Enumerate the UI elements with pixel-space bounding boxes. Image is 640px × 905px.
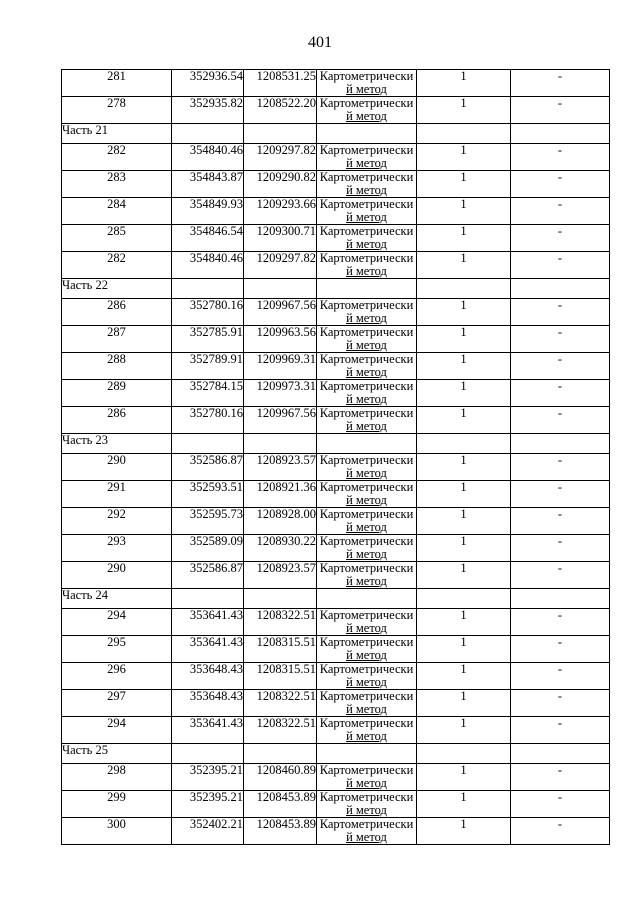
method-cell	[317, 70, 417, 97]
x-coordinate-cell: 353641.43	[172, 609, 244, 636]
table-row	[62, 144, 610, 171]
y-coordinate-cell: 1208930.22	[244, 535, 317, 562]
method-cell	[317, 791, 417, 818]
count-cell: 1	[417, 690, 511, 717]
y-coordinate-cell: 1209973.31	[244, 380, 317, 407]
point-number-cell: 300	[62, 818, 172, 845]
empty-cell	[511, 744, 610, 764]
dash-cell: -	[511, 818, 610, 845]
method-cell	[317, 562, 417, 589]
count-cell: 1	[417, 144, 511, 171]
table-row	[62, 764, 610, 791]
count-cell: 1	[417, 454, 511, 481]
method-line-2: й метод	[346, 237, 387, 251]
point-number-cell: 290	[62, 562, 172, 589]
method-line-1: Картометрически	[319, 608, 414, 622]
method-line-1: Картометрически	[319, 480, 414, 494]
point-number-cell: 296	[62, 663, 172, 690]
method-line-2: й метод	[346, 621, 387, 635]
dash-cell: -	[511, 97, 610, 124]
x-coordinate-cell: 354849.93	[172, 198, 244, 225]
empty-cell	[244, 124, 317, 144]
method-cell	[317, 252, 417, 279]
table-row	[62, 481, 610, 508]
method-line-2: й метод	[346, 419, 387, 433]
x-coordinate-cell: 354846.54	[172, 225, 244, 252]
point-number-cell: 299	[62, 791, 172, 818]
method-cell	[317, 535, 417, 562]
method-line-1: Картометрически	[319, 96, 414, 110]
x-coordinate-cell: 352593.51	[172, 481, 244, 508]
empty-cell	[172, 124, 244, 144]
point-number-cell: 290	[62, 454, 172, 481]
part-row	[62, 589, 610, 609]
table-row	[62, 609, 610, 636]
count-cell: 1	[417, 791, 511, 818]
method-line-2: й метод	[346, 574, 387, 588]
part-label: Часть 25	[62, 744, 172, 764]
empty-cell	[244, 744, 317, 764]
table-row	[62, 508, 610, 535]
table-row	[62, 690, 610, 717]
method-line-2: й метод	[346, 803, 387, 817]
method-line-1: Картометрически	[319, 143, 414, 157]
method-cell	[317, 144, 417, 171]
empty-cell	[317, 744, 417, 764]
empty-cell	[317, 589, 417, 609]
part-label: Часть 22	[62, 279, 172, 299]
count-cell: 1	[417, 171, 511, 198]
empty-cell	[244, 279, 317, 299]
point-number-cell: 282	[62, 144, 172, 171]
y-coordinate-cell: 1208923.57	[244, 562, 317, 589]
x-coordinate-cell: 352586.87	[172, 454, 244, 481]
coordinates-table	[61, 69, 610, 845]
table-row	[62, 225, 610, 252]
dash-cell: -	[511, 252, 610, 279]
table-row	[62, 818, 610, 845]
table-row	[62, 380, 610, 407]
method-cell	[317, 198, 417, 225]
empty-cell	[172, 589, 244, 609]
empty-cell	[172, 279, 244, 299]
method-line-2: й метод	[346, 729, 387, 743]
count-cell: 1	[417, 326, 511, 353]
point-number-cell: 293	[62, 535, 172, 562]
empty-cell	[417, 124, 511, 144]
empty-cell	[417, 279, 511, 299]
method-line-2: й метод	[346, 702, 387, 716]
method-line-1: Картометрически	[319, 790, 414, 804]
y-coordinate-cell: 1208923.57	[244, 454, 317, 481]
empty-cell	[244, 434, 317, 454]
point-number-cell: 281	[62, 70, 172, 97]
method-line-1: Картометрически	[319, 197, 414, 211]
x-coordinate-cell: 354843.87	[172, 171, 244, 198]
count-cell: 1	[417, 663, 511, 690]
method-cell	[317, 225, 417, 252]
dash-cell: -	[511, 299, 610, 326]
part-row	[62, 744, 610, 764]
y-coordinate-cell: 1208928.00	[244, 508, 317, 535]
method-line-1: Картометрически	[319, 379, 414, 393]
method-cell	[317, 407, 417, 434]
method-line-1: Картометрически	[319, 534, 414, 548]
count-cell: 1	[417, 764, 511, 791]
dash-cell: -	[511, 225, 610, 252]
x-coordinate-cell: 353641.43	[172, 717, 244, 744]
y-coordinate-cell: 1208315.51	[244, 663, 317, 690]
table-row	[62, 407, 610, 434]
count-cell: 1	[417, 609, 511, 636]
table-row	[62, 70, 610, 97]
count-cell: 1	[417, 198, 511, 225]
empty-cell	[417, 434, 511, 454]
y-coordinate-cell: 1208315.51	[244, 636, 317, 663]
method-line-2: й метод	[346, 311, 387, 325]
method-line-1: Картометрически	[319, 352, 414, 366]
count-cell: 1	[417, 535, 511, 562]
x-coordinate-cell: 352784.15	[172, 380, 244, 407]
method-line-1: Картометрически	[319, 406, 414, 420]
method-line-1: Картометрически	[319, 298, 414, 312]
point-number-cell: 292	[62, 508, 172, 535]
point-number-cell: 286	[62, 407, 172, 434]
method-cell	[317, 717, 417, 744]
count-cell: 1	[417, 252, 511, 279]
empty-cell	[244, 589, 317, 609]
y-coordinate-cell: 1208322.51	[244, 609, 317, 636]
method-line-2: й метод	[346, 493, 387, 507]
method-line-2: й метод	[346, 392, 387, 406]
x-coordinate-cell: 354840.46	[172, 144, 244, 171]
count-cell: 1	[417, 818, 511, 845]
method-line-2: й метод	[346, 183, 387, 197]
method-line-1: Картометрически	[319, 69, 414, 83]
point-number-cell: 294	[62, 609, 172, 636]
x-coordinate-cell: 354840.46	[172, 252, 244, 279]
point-number-cell: 297	[62, 690, 172, 717]
dash-cell: -	[511, 791, 610, 818]
dash-cell: -	[511, 764, 610, 791]
point-number-cell: 288	[62, 353, 172, 380]
y-coordinate-cell: 1208460.89	[244, 764, 317, 791]
method-cell	[317, 764, 417, 791]
table-row	[62, 299, 610, 326]
method-line-1: Картометрически	[319, 817, 414, 831]
method-cell	[317, 609, 417, 636]
method-line-1: Картометрически	[319, 507, 414, 521]
point-number-cell: 287	[62, 326, 172, 353]
method-cell	[317, 481, 417, 508]
method-line-1: Картометрически	[319, 689, 414, 703]
empty-cell	[317, 434, 417, 454]
empty-cell	[172, 434, 244, 454]
x-coordinate-cell: 353648.43	[172, 663, 244, 690]
method-line-1: Картометрически	[319, 251, 414, 265]
part-row	[62, 124, 610, 144]
x-coordinate-cell: 352395.21	[172, 791, 244, 818]
method-line-1: Картометрически	[319, 716, 414, 730]
method-cell	[317, 508, 417, 535]
dash-cell: -	[511, 508, 610, 535]
point-number-cell: 294	[62, 717, 172, 744]
dash-cell: -	[511, 663, 610, 690]
point-number-cell: 295	[62, 636, 172, 663]
y-coordinate-cell: 1209297.82	[244, 252, 317, 279]
table-row	[62, 663, 610, 690]
y-coordinate-cell: 1209969.31	[244, 353, 317, 380]
method-line-1: Картометрически	[319, 561, 414, 575]
point-number-cell: 278	[62, 97, 172, 124]
count-cell: 1	[417, 353, 511, 380]
dash-cell: -	[511, 198, 610, 225]
count-cell: 1	[417, 70, 511, 97]
table-row	[62, 97, 610, 124]
table-row	[62, 171, 610, 198]
page-number: 401	[308, 34, 332, 51]
empty-cell	[511, 589, 610, 609]
method-line-1: Картометрически	[319, 635, 414, 649]
method-line-2: й метод	[346, 830, 387, 844]
x-coordinate-cell: 352789.91	[172, 353, 244, 380]
method-line-1: Картометрически	[319, 453, 414, 467]
y-coordinate-cell: 1208453.89	[244, 818, 317, 845]
method-line-1: Картометрически	[319, 170, 414, 184]
table-row	[62, 198, 610, 225]
table-row	[62, 535, 610, 562]
x-coordinate-cell: 352595.73	[172, 508, 244, 535]
method-line-2: й метод	[346, 648, 387, 662]
x-coordinate-cell: 352935.82	[172, 97, 244, 124]
empty-cell	[417, 589, 511, 609]
y-coordinate-cell: 1209967.56	[244, 407, 317, 434]
dash-cell: -	[511, 144, 610, 171]
count-cell: 1	[417, 508, 511, 535]
empty-cell	[317, 279, 417, 299]
dash-cell: -	[511, 636, 610, 663]
table-body	[62, 70, 610, 845]
method-cell	[317, 663, 417, 690]
y-coordinate-cell: 1209967.56	[244, 299, 317, 326]
empty-cell	[511, 124, 610, 144]
method-line-2: й метод	[346, 264, 387, 278]
y-coordinate-cell: 1208322.51	[244, 690, 317, 717]
method-line-1: Картометрически	[319, 325, 414, 339]
empty-cell	[511, 434, 610, 454]
y-coordinate-cell: 1209300.71	[244, 225, 317, 252]
empty-cell	[172, 744, 244, 764]
method-line-2: й метод	[346, 547, 387, 561]
method-line-2: й метод	[346, 365, 387, 379]
method-line-1: Картометрически	[319, 224, 414, 238]
y-coordinate-cell: 1209963.56	[244, 326, 317, 353]
method-cell	[317, 353, 417, 380]
point-number-cell: 283	[62, 171, 172, 198]
table-row	[62, 791, 610, 818]
method-line-2: й метод	[346, 776, 387, 790]
method-line-2: й метод	[346, 82, 387, 96]
method-cell	[317, 380, 417, 407]
dash-cell: -	[511, 717, 610, 744]
dash-cell: -	[511, 481, 610, 508]
y-coordinate-cell: 1209293.66	[244, 198, 317, 225]
x-coordinate-cell: 352936.54	[172, 70, 244, 97]
method-cell	[317, 690, 417, 717]
table-row	[62, 562, 610, 589]
point-number-cell: 291	[62, 481, 172, 508]
method-line-2: й метод	[346, 675, 387, 689]
x-coordinate-cell: 353648.43	[172, 690, 244, 717]
dash-cell: -	[511, 562, 610, 589]
count-cell: 1	[417, 380, 511, 407]
empty-cell	[417, 744, 511, 764]
dash-cell: -	[511, 380, 610, 407]
point-number-cell: 289	[62, 380, 172, 407]
dash-cell: -	[511, 171, 610, 198]
method-cell	[317, 171, 417, 198]
count-cell: 1	[417, 562, 511, 589]
y-coordinate-cell: 1209297.82	[244, 144, 317, 171]
count-cell: 1	[417, 97, 511, 124]
point-number-cell: 285	[62, 225, 172, 252]
method-line-2: й метод	[346, 210, 387, 224]
count-cell: 1	[417, 299, 511, 326]
table-row	[62, 252, 610, 279]
point-number-cell: 286	[62, 299, 172, 326]
dash-cell: -	[511, 609, 610, 636]
part-row	[62, 434, 610, 454]
dash-cell: -	[511, 70, 610, 97]
point-number-cell: 282	[62, 252, 172, 279]
table-row	[62, 717, 610, 744]
dash-cell: -	[511, 326, 610, 353]
count-cell: 1	[417, 717, 511, 744]
method-cell	[317, 97, 417, 124]
count-cell: 1	[417, 636, 511, 663]
x-coordinate-cell: 352395.21	[172, 764, 244, 791]
x-coordinate-cell: 352780.16	[172, 407, 244, 434]
dash-cell: -	[511, 690, 610, 717]
y-coordinate-cell: 1208921.36	[244, 481, 317, 508]
x-coordinate-cell: 352589.09	[172, 535, 244, 562]
method-line-2: й метод	[346, 520, 387, 534]
table-row	[62, 454, 610, 481]
x-coordinate-cell: 352785.91	[172, 326, 244, 353]
y-coordinate-cell: 1208322.51	[244, 717, 317, 744]
x-coordinate-cell: 352402.21	[172, 818, 244, 845]
method-line-2: й метод	[346, 109, 387, 123]
x-coordinate-cell: 353641.43	[172, 636, 244, 663]
table-row	[62, 636, 610, 663]
y-coordinate-cell: 1208522.20	[244, 97, 317, 124]
dash-cell: -	[511, 407, 610, 434]
dash-cell: -	[511, 353, 610, 380]
method-cell	[317, 818, 417, 845]
method-cell	[317, 636, 417, 663]
method-line-2: й метод	[346, 338, 387, 352]
method-cell	[317, 299, 417, 326]
point-number-cell: 298	[62, 764, 172, 791]
part-row	[62, 279, 610, 299]
x-coordinate-cell: 352586.87	[172, 562, 244, 589]
method-line-1: Картометрически	[319, 763, 414, 777]
x-coordinate-cell: 352780.16	[172, 299, 244, 326]
empty-cell	[317, 124, 417, 144]
y-coordinate-cell: 1208453.89	[244, 791, 317, 818]
count-cell: 1	[417, 407, 511, 434]
count-cell: 1	[417, 481, 511, 508]
part-label: Часть 24	[62, 589, 172, 609]
method-line-2: й метод	[346, 466, 387, 480]
method-cell	[317, 326, 417, 353]
empty-cell	[511, 279, 610, 299]
y-coordinate-cell: 1208531.25	[244, 70, 317, 97]
count-cell: 1	[417, 225, 511, 252]
table-row	[62, 353, 610, 380]
y-coordinate-cell: 1209290.82	[244, 171, 317, 198]
method-line-2: й метод	[346, 156, 387, 170]
table-row	[62, 326, 610, 353]
point-number-cell: 284	[62, 198, 172, 225]
part-label: Часть 23	[62, 434, 172, 454]
dash-cell: -	[511, 535, 610, 562]
part-label: Часть 21	[62, 124, 172, 144]
method-line-1: Картометрически	[319, 662, 414, 676]
dash-cell: -	[511, 454, 610, 481]
method-cell	[317, 454, 417, 481]
